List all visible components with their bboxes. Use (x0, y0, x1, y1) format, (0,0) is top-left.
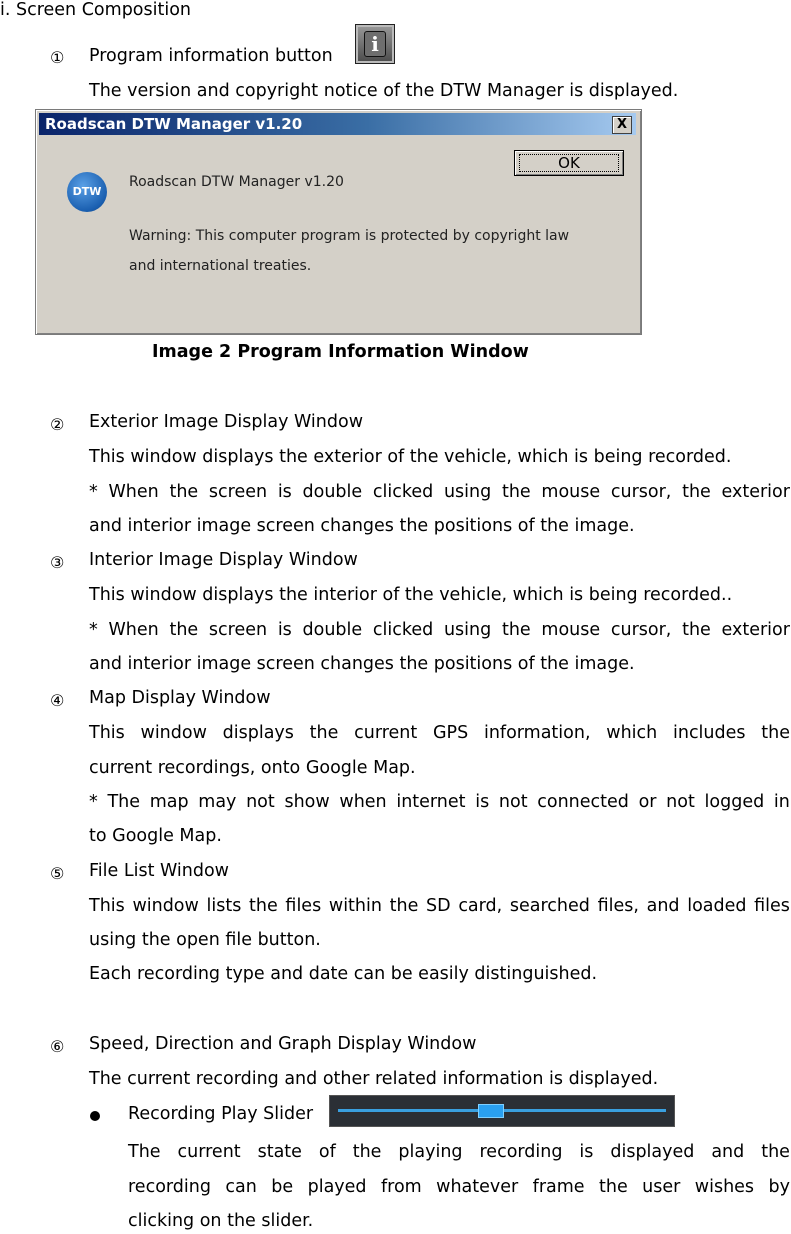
word: the (389, 896, 419, 916)
word: playing (398, 1142, 463, 1162)
word: logged (704, 792, 765, 812)
word: is (277, 482, 292, 502)
word: the (761, 1142, 790, 1162)
word: when (339, 792, 387, 812)
section-heading: i. Screen Composition (0, 0, 192, 20)
word: files, (597, 896, 639, 916)
word: mouse (541, 482, 601, 502)
word: When (108, 482, 159, 502)
word: files (285, 896, 322, 916)
word: information, (483, 723, 591, 743)
dialog-titlebar (39, 113, 636, 135)
word: window (140, 723, 207, 743)
word: current (177, 1142, 241, 1162)
word: the (249, 896, 278, 916)
item-text: current recordings, onto Google Map. (89, 758, 416, 778)
item-text: and interior image screen changes the positions of the image. (89, 516, 635, 536)
word: in (773, 792, 790, 812)
item-text: The current recording and other related information is displayed. (89, 1069, 659, 1089)
word: searched (509, 896, 590, 916)
item-number: ③ (50, 553, 65, 572)
word: recording (128, 1177, 211, 1197)
item-text: using the open file button. (89, 930, 321, 950)
dialog-title: Roadscan DTW Manager v1.20 (45, 115, 303, 133)
item-text: Each recording type and date can be easily distinguished. (89, 964, 598, 984)
word: the (501, 482, 531, 502)
item-text: to Google Map. (89, 826, 222, 846)
program-info-dialog (35, 109, 642, 335)
item-number: ① (50, 48, 65, 67)
word: displayed (610, 1142, 695, 1162)
word: whatever (436, 1177, 519, 1197)
word: displays (222, 723, 294, 743)
item-number: ④ (50, 691, 65, 710)
word: map (149, 792, 189, 812)
word: recording (479, 1142, 563, 1162)
word: show (284, 792, 330, 812)
word: window (132, 896, 199, 916)
item-title: Speed, Direction and Graph Display Window (89, 1034, 477, 1054)
item-title: Exterior Image Display Window (89, 412, 364, 432)
word: double (302, 620, 363, 640)
word: be (271, 1177, 294, 1197)
word: frame (532, 1177, 585, 1197)
word: exterior (721, 482, 790, 502)
word: which (606, 723, 658, 743)
word: clicked (372, 620, 434, 640)
word: not (498, 792, 528, 812)
word: The (128, 1142, 161, 1162)
word: GPS (432, 723, 469, 743)
word: of (318, 1142, 336, 1162)
word: wishes (694, 1177, 755, 1197)
word: is (475, 792, 490, 812)
word: is (277, 620, 292, 640)
dtw-logo: DTW (67, 172, 107, 212)
word: lists (206, 896, 242, 916)
word: This (89, 723, 125, 743)
word: the (169, 620, 199, 640)
bullet-title: Recording Play Slider (128, 1104, 314, 1124)
word: can (225, 1177, 257, 1197)
item-title: Program information button (89, 46, 333, 66)
image-caption: Image 2 Program Information Window (152, 342, 529, 362)
item-text: and interior image screen changes the positions of the image. (89, 654, 635, 674)
dialog-app-name: Roadscan DTW Manager v1.20 (129, 174, 344, 190)
word: user (642, 1177, 681, 1197)
word: * (89, 620, 98, 640)
word: played (307, 1177, 367, 1197)
item-title: File List Window (89, 861, 229, 881)
word: the (352, 1142, 382, 1162)
word: internet (396, 792, 466, 812)
word: and (646, 896, 680, 916)
word: state (257, 1142, 302, 1162)
word: not (666, 792, 695, 812)
item-title: Interior Image Display Window (89, 550, 358, 570)
dialog-warning-line1: Warning: This computer program is protected by copyright law (129, 228, 570, 244)
item-number: ⑤ (50, 864, 65, 883)
close-button[interactable]: X (612, 116, 632, 134)
ok-label: OK (558, 154, 580, 172)
word: The (107, 792, 140, 812)
recording-play-slider[interactable] (329, 1095, 675, 1127)
dialog-warning-line2: and international treaties. (129, 258, 312, 274)
word: using (443, 620, 492, 640)
word: the (599, 1177, 628, 1197)
info-icon: i (364, 31, 386, 57)
word: mouse (541, 620, 601, 640)
item-number: ⑥ (50, 1037, 65, 1056)
word: clicked (372, 482, 434, 502)
word: includes (672, 723, 746, 743)
item-description: The version and copyright notice of the DTW Manager is displayed. (89, 81, 679, 101)
word: may (198, 792, 237, 812)
word: is (579, 1142, 594, 1162)
word: files (754, 896, 790, 916)
ok-button[interactable] (514, 150, 624, 176)
bullet-text: clicking on the slider. (128, 1211, 314, 1231)
word: cursor, (610, 620, 672, 640)
slider-thumb[interactable] (478, 1104, 504, 1118)
item-number: ② (50, 415, 65, 434)
word: loaded (687, 896, 747, 916)
item-title: Map Display Window (89, 688, 271, 708)
word: screen (208, 620, 268, 640)
word: connected (537, 792, 629, 812)
word: the (169, 482, 199, 502)
word: SD (426, 896, 451, 916)
word: cursor, (610, 482, 672, 502)
word: not (246, 792, 275, 812)
word: from (380, 1177, 422, 1197)
word: by (768, 1177, 790, 1197)
word: the (309, 723, 339, 743)
word: and (711, 1142, 745, 1162)
info-button[interactable] (355, 24, 395, 64)
word: within (328, 896, 382, 916)
word: When (108, 620, 159, 640)
word: the (682, 620, 711, 640)
bullet-icon (90, 1111, 100, 1121)
item-text: This window displays the interior of the vehicle, which is being recorded.. (89, 585, 733, 605)
word: double (302, 482, 363, 502)
item-text (89, 482, 790, 502)
word: * (89, 792, 98, 812)
item-text (89, 620, 790, 640)
word: This (89, 896, 125, 916)
bullet-text (128, 1177, 790, 1197)
word: card, (458, 896, 503, 916)
word: screen (208, 482, 268, 502)
word: using (443, 482, 492, 502)
word: * (89, 482, 98, 502)
item-text: This window displays the exterior of the vehicle, which is being recorded. (89, 447, 732, 467)
word: the (501, 620, 531, 640)
item-text (89, 723, 790, 743)
word: the (682, 482, 711, 502)
word: or (638, 792, 657, 812)
item-text (89, 792, 790, 812)
word: current (354, 723, 418, 743)
item-text (89, 896, 790, 916)
word: the (761, 723, 790, 743)
bullet-text (128, 1142, 790, 1162)
word: exterior (721, 620, 790, 640)
